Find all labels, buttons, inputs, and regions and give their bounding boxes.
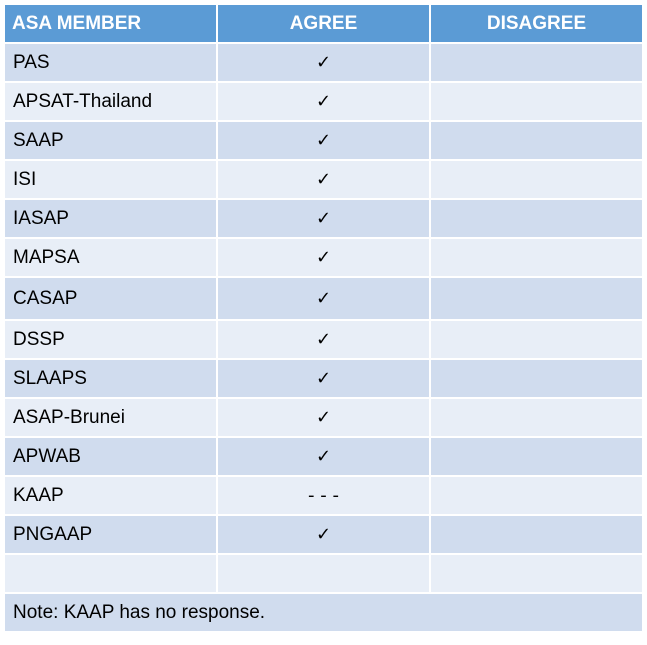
disagree-cell <box>431 83 642 120</box>
table-row <box>5 438 642 475</box>
agree-checkmark-icon: ✓ <box>218 438 429 475</box>
agree-checkmark-icon: ✓ <box>218 83 429 120</box>
member-vote-table <box>3 3 644 633</box>
member-name: APWAB <box>5 438 216 475</box>
member-name: SAAP <box>5 122 216 159</box>
member-name: APSAT-Thailand <box>5 83 216 120</box>
member-name: PNGAAP <box>5 516 216 553</box>
member-name: KAAP <box>5 477 216 514</box>
table-row <box>5 122 642 159</box>
disagree-cell <box>431 477 642 514</box>
header-member: ASA MEMBER <box>5 5 216 42</box>
table-row <box>5 44 642 81</box>
disagree-cell <box>431 438 642 475</box>
agree-checkmark-icon: ✓ <box>218 516 429 553</box>
member-name: DSSP <box>5 321 216 358</box>
table-row <box>5 321 642 358</box>
header-row <box>5 5 642 42</box>
agree-checkmark-icon: ✓ <box>218 122 429 159</box>
header-disagree: DISAGREE <box>431 5 642 42</box>
agree-checkmark-icon: ✓ <box>218 200 429 237</box>
disagree-cell <box>431 321 642 358</box>
table-row <box>5 161 642 198</box>
agree-checkmark-icon: ✓ <box>218 239 429 276</box>
table-row <box>5 278 642 319</box>
member-name <box>5 555 216 592</box>
agree-checkmark-icon: ✓ <box>218 321 429 358</box>
table-row <box>5 516 642 553</box>
member-name: SLAAPS <box>5 360 216 397</box>
table-row <box>5 360 642 397</box>
disagree-cell <box>431 555 642 592</box>
member-name: CASAP <box>5 278 216 319</box>
member-name: ASAP-Brunei <box>5 399 216 436</box>
disagree-cell <box>431 161 642 198</box>
member-name: PAS <box>5 44 216 81</box>
table-row <box>5 239 642 276</box>
disagree-cell <box>431 360 642 397</box>
note-row <box>5 594 642 631</box>
member-name: IASAP <box>5 200 216 237</box>
table-row <box>5 83 642 120</box>
header-agree: AGREE <box>218 5 429 42</box>
agree-checkmark-icon: ✓ <box>218 44 429 81</box>
agree-checkmark-icon: ✓ <box>218 161 429 198</box>
agree-checkmark-icon: ✓ <box>218 278 429 319</box>
table-row <box>5 399 642 436</box>
agree-cell <box>218 555 429 592</box>
no-response-dashes: - - - <box>218 477 429 514</box>
disagree-cell <box>431 239 642 276</box>
note-text: Note: KAAP has no response. <box>5 594 642 631</box>
agree-checkmark-icon: ✓ <box>218 360 429 397</box>
disagree-cell <box>431 200 642 237</box>
table-row <box>5 477 642 514</box>
agree-checkmark-icon: ✓ <box>218 399 429 436</box>
member-name: ISI <box>5 161 216 198</box>
disagree-cell <box>431 44 642 81</box>
disagree-cell <box>431 516 642 553</box>
disagree-cell <box>431 122 642 159</box>
disagree-cell <box>431 399 642 436</box>
table-row-empty <box>5 555 642 592</box>
table-row <box>5 200 642 237</box>
disagree-cell <box>431 278 642 319</box>
member-name: MAPSA <box>5 239 216 276</box>
